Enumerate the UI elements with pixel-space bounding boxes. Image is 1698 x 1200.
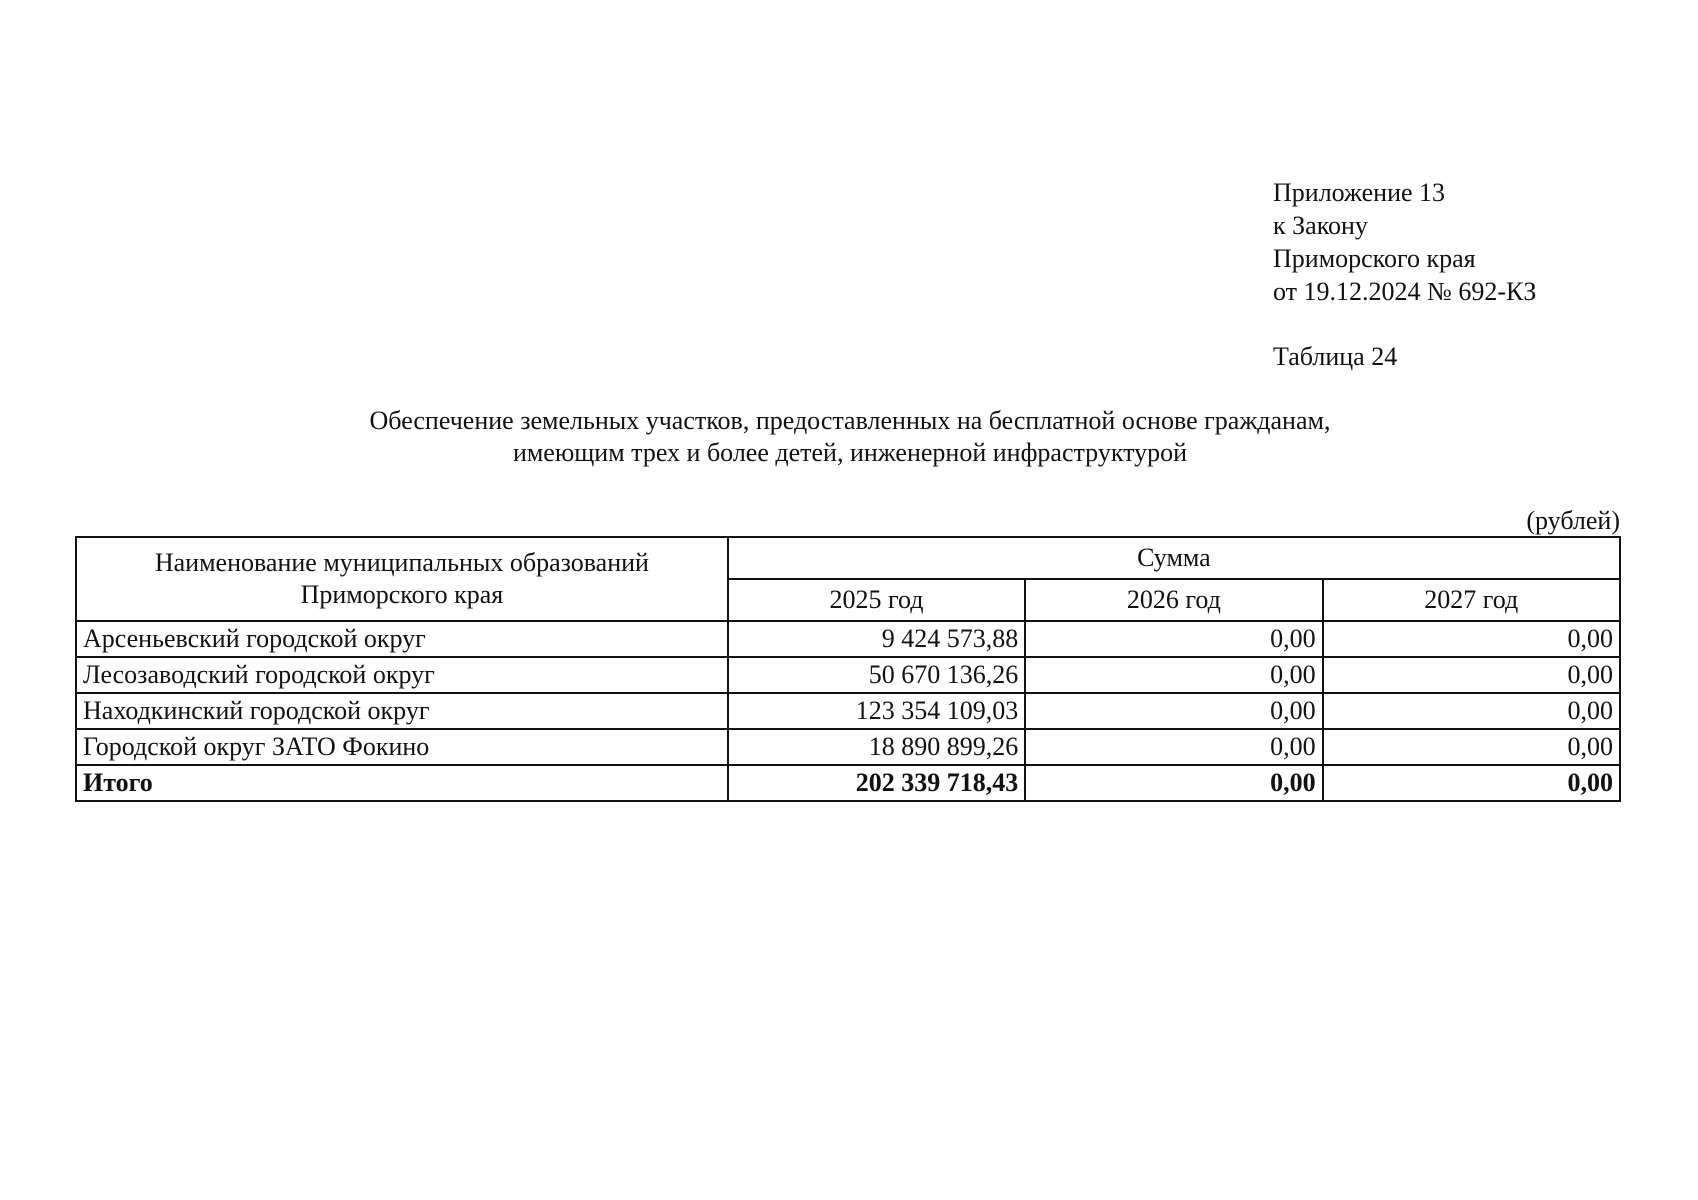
municipality-name: Лесозаводский городской округ (76, 657, 728, 693)
units-label: (рублей) (1526, 506, 1620, 535)
amount-2027: 0,00 (1323, 621, 1620, 657)
amount-2027: 0,00 (1323, 693, 1620, 729)
appendix-line-2: к Закону (1273, 211, 1368, 240)
amount-2026: 0,00 (1025, 693, 1322, 729)
amount-2026: 0,00 (1025, 729, 1322, 765)
table-row (76, 621, 1620, 657)
appendix-line-1: Приложение 13 (1273, 178, 1446, 207)
amount-2027: 0,00 (1323, 657, 1620, 693)
municipality-name: Городской округ ЗАТО Фокино (76, 729, 728, 765)
table-header-row (76, 537, 1620, 579)
appendix-line-3: Приморского края (1273, 244, 1476, 273)
total-2025: 202 339 718,43 (728, 765, 1025, 801)
amount-2025: 9 424 573,88 (728, 621, 1025, 657)
total-label: Итого (76, 765, 728, 801)
municipality-name: Арсеньевский городской округ (76, 621, 728, 657)
budget-table (75, 536, 1621, 802)
amount-2025: 18 890 899,26 (728, 729, 1025, 765)
table-row (76, 729, 1620, 765)
table-number: Таблица 24 (1273, 342, 1398, 371)
total-2027: 0,00 (1323, 765, 1620, 801)
document-title (200, 405, 1500, 469)
appendix-line-4: от 19.12.2024 № 692-КЗ (1273, 277, 1537, 306)
table-row (76, 657, 1620, 693)
municipality-column-header (76, 537, 728, 621)
amount-2027: 0,00 (1323, 729, 1620, 765)
amount-2026: 0,00 (1025, 621, 1322, 657)
year-2027-header: 2027 год (1323, 579, 1620, 621)
appendix-header (1273, 176, 1536, 308)
amount-2026: 0,00 (1025, 657, 1322, 693)
sum-column-header: Сумма (728, 537, 1620, 579)
title-line-1: Обеспечение земельных участков, предоставленных на бесплатной основе гражданам, (369, 406, 1331, 435)
amount-2025: 123 354 109,03 (728, 693, 1025, 729)
municipality-header-line-1: Наименование муниципальных образований (154, 548, 649, 577)
municipality-header-line-2: Приморского края (300, 580, 504, 609)
title-line-2: имеющим трех и более детей, инженерной инфраструктурой (512, 438, 1188, 467)
table-row (76, 693, 1620, 729)
municipality-name: Находкинский городской округ (76, 693, 728, 729)
year-2025-header: 2025 год (728, 579, 1025, 621)
amount-2025: 50 670 136,26 (728, 657, 1025, 693)
total-row (76, 765, 1620, 801)
total-2026: 0,00 (1025, 765, 1322, 801)
year-2026-header: 2026 год (1025, 579, 1322, 621)
